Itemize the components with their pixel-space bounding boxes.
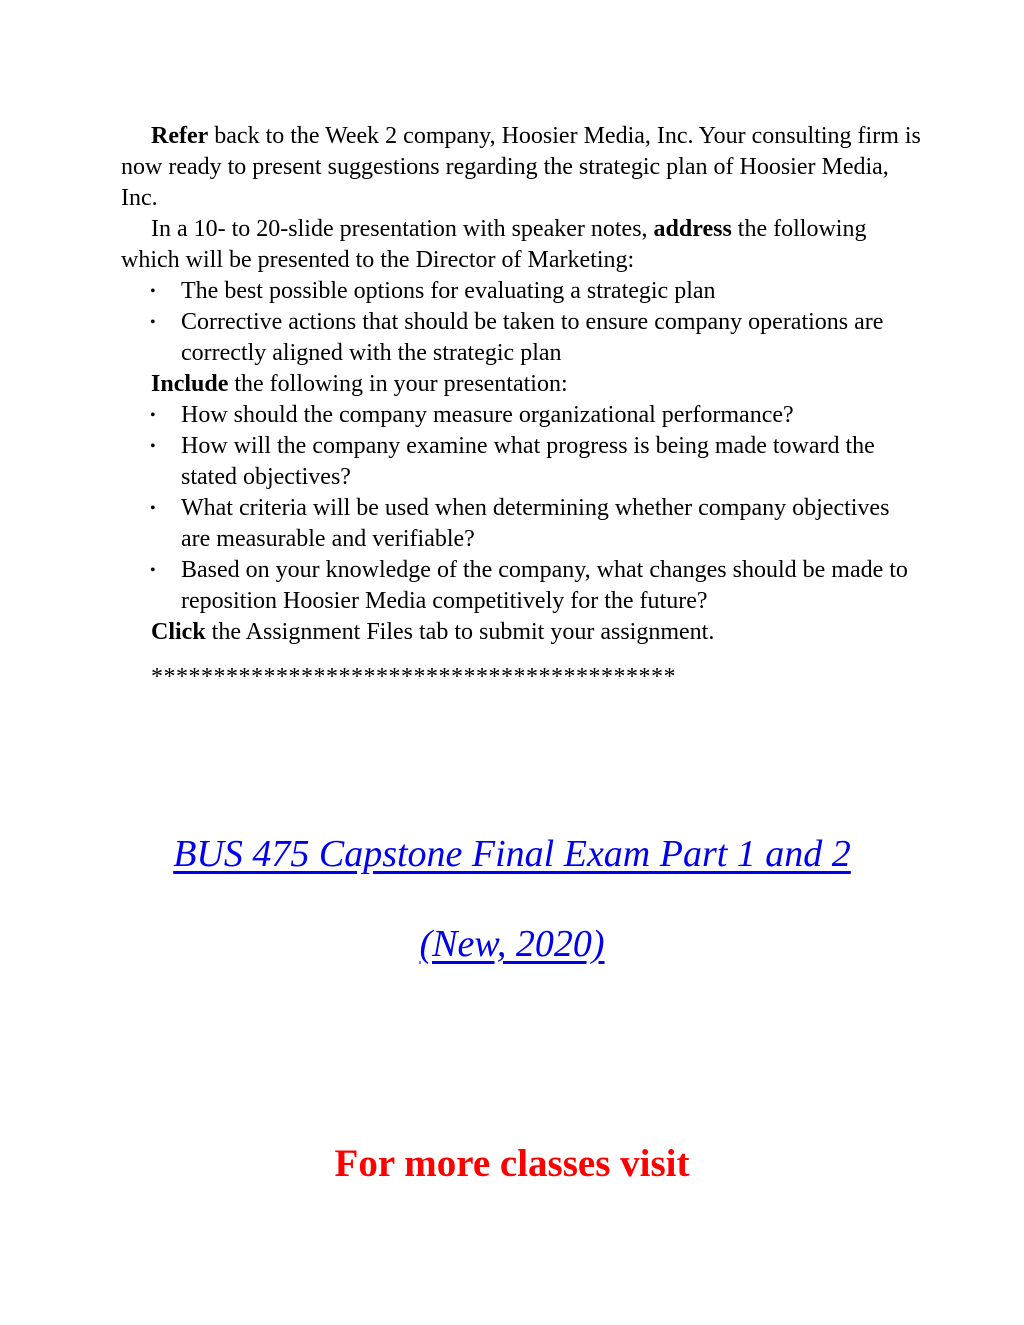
address-keyword: address [653, 216, 732, 242]
task-text-before: In a 10- to 20-slide presentation with speaker notes, [151, 216, 654, 242]
list-item: • Based on your knowledge of the company, what changes should be made to reposition Hoosier Media competitively for the future? [181, 555, 921, 617]
list-item: • What criteria will be used when determining whether company objectives are measurable and verifiable? [181, 493, 921, 555]
list-item: • How will the company examine what progress is being made toward the stated objectives? [181, 431, 921, 493]
include-bullet-list [121, 400, 921, 617]
include-text: the following in your presentation: [228, 371, 568, 397]
submit-paragraph [121, 617, 921, 648]
refer-keyword: Refer [151, 123, 209, 149]
click-keyword: Click [151, 619, 206, 645]
list-item: • The best possible options for evaluating a strategic plan [181, 276, 921, 307]
submit-text: the Assignment Files tab to submit your assignment. [205, 619, 715, 645]
intro-paragraph [121, 121, 921, 214]
task-text-after: the following which will be presented to the Director of Marketing: [121, 216, 867, 273]
task-paragraph [121, 214, 921, 276]
promo-heading: For more classes visit [334, 1142, 690, 1185]
include-paragraph [121, 369, 921, 400]
course-link-subtitle[interactable]: (New, 2020) [419, 923, 605, 965]
include-keyword: Include [151, 371, 229, 397]
task-bullet-list [121, 276, 921, 369]
asterisk-separator: ****************************************** [151, 664, 676, 690]
course-link-title[interactable]: BUS 475 Capstone Final Exam Part 1 and 2 [173, 833, 851, 875]
list-item: • Corrective actions that should be taken to ensure company operations are correctly aligned with the strategic plan [181, 307, 921, 369]
assignment-body [121, 121, 921, 693]
list-item: • How should the company measure organizational performance? [181, 400, 921, 431]
intro-text: back to the Week 2 company, Hoosier Media, Inc. Your consulting firm is now ready to present suggestions regarding the strategic plan of Hoosier Media, Inc. [121, 123, 921, 211]
